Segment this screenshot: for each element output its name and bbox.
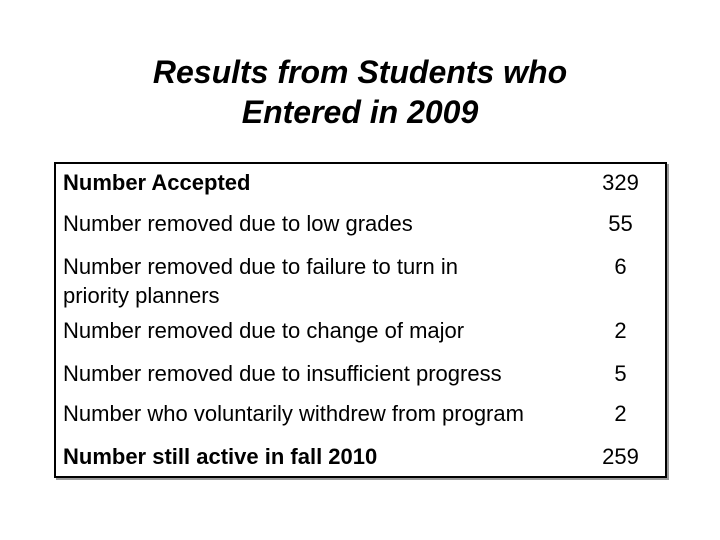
row-label: [63, 252, 583, 310]
row-label: Number Accepted: [63, 170, 251, 195]
page-title: [0, 52, 720, 132]
row-label: Number removed due to low grades: [63, 211, 413, 236]
row-label-line-2: priority planners: [63, 283, 220, 308]
results-table: [54, 162, 667, 478]
row-value: 329: [602, 170, 639, 195]
row-value: 55: [608, 211, 633, 236]
row-label: Number still active in fall 2010: [63, 444, 378, 469]
row-label: Number who voluntarily withdrew from program: [63, 401, 524, 426]
title-line-2: Entered in 2009: [241, 94, 479, 130]
row-value: 2: [614, 401, 627, 426]
row-value: 5: [614, 361, 627, 386]
row-label-line-1: Number removed due to failure to turn in: [63, 254, 458, 279]
row-value: 6: [614, 254, 627, 279]
row-value: 259: [602, 444, 639, 469]
title-line-1: Results from Students who: [152, 54, 568, 90]
row-label: Number removed due to insufficient progress: [63, 361, 502, 386]
row-label: Number removed due to change of major: [63, 318, 465, 343]
row-value: 2: [614, 318, 627, 343]
